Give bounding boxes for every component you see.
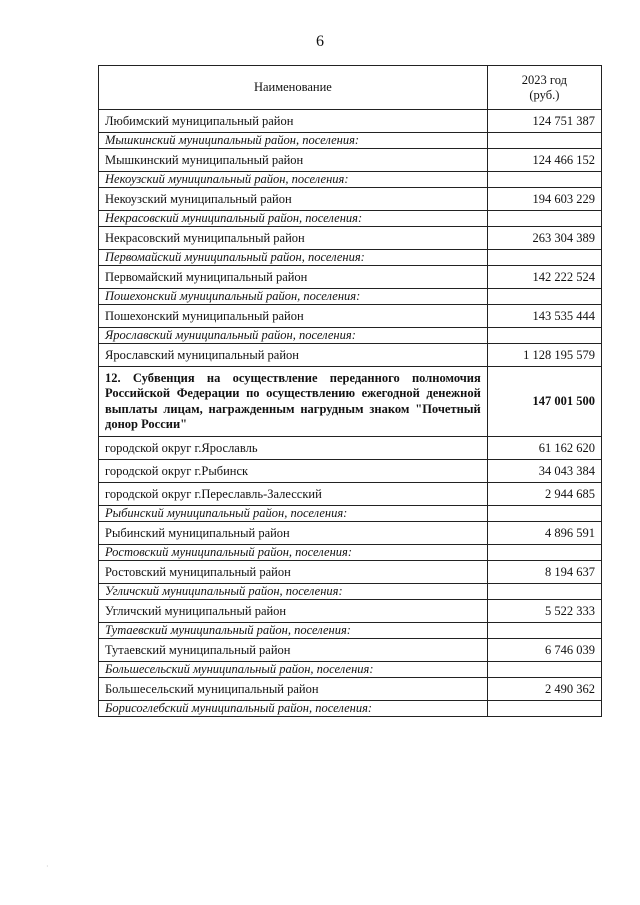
table-row: [99, 437, 602, 460]
row-value-cell: 147 001 500: [487, 367, 601, 437]
row-name-cell: Первомайский муниципальный район, поселения:: [99, 250, 488, 266]
row-name-cell: Первомайский муниципальный район: [99, 266, 488, 289]
row-value-cell: 142 222 524: [487, 266, 601, 289]
row-name-cell: городской округ г.Рыбинск: [99, 460, 488, 483]
row-name-cell: Большесельский муниципальный район: [99, 678, 488, 701]
page-number: 6: [316, 33, 324, 50]
row-value-cell: 61 162 620: [487, 437, 601, 460]
row-name-cell: Некрасовский муниципальный район: [99, 227, 488, 250]
row-value-cell: [487, 701, 601, 717]
row-value-cell: 4 896 591: [487, 522, 601, 545]
row-name-cell: Тутаевский муниципальный район: [99, 639, 488, 662]
row-name-cell: Ростовский муниципальный район, поселения:: [99, 545, 488, 561]
row-value-cell: [487, 623, 601, 639]
table-row-subheader: [99, 662, 602, 678]
row-name-cell: городской округ г.Ярославль: [99, 437, 488, 460]
table-row-subheader: [99, 584, 602, 600]
table-row-section: [99, 367, 602, 437]
row-value-cell: [487, 662, 601, 678]
row-value-cell: 124 751 387: [487, 110, 601, 133]
row-name-cell: Любимский муниципальный район: [99, 110, 488, 133]
row-value-cell: [487, 328, 601, 344]
table-row: [99, 305, 602, 328]
row-value-cell: 6 746 039: [487, 639, 601, 662]
row-name-cell: Большесельский муниципальный район, поселения:: [99, 662, 488, 678]
table-row: [99, 110, 602, 133]
row-value-cell: 5 522 333: [487, 600, 601, 623]
row-name-cell: Ярославский муниципальный район, поселения:: [99, 328, 488, 344]
row-value-cell: 263 304 389: [487, 227, 601, 250]
table-row-subheader: [99, 506, 602, 522]
budget-table-container: [98, 65, 602, 717]
table-row-subheader: [99, 250, 602, 266]
row-value-cell: 2 490 362: [487, 678, 601, 701]
scan-mark: ·: [46, 862, 49, 871]
table-row: [99, 522, 602, 545]
row-name-cell: Рыбинский муниципальный район, поселения:: [99, 506, 488, 522]
table-row: [99, 561, 602, 584]
row-value-cell: 143 535 444: [487, 305, 601, 328]
table-header-row: [99, 66, 602, 110]
row-value-cell: [487, 211, 601, 227]
row-value-cell: [487, 506, 601, 522]
table-row: [99, 678, 602, 701]
row-value-cell: [487, 133, 601, 149]
row-value-cell: 124 466 152: [487, 149, 601, 172]
row-name-cell: Угличский муниципальный район, поселения:: [99, 584, 488, 600]
row-value-cell: 8 194 637: [487, 561, 601, 584]
table-row: [99, 460, 602, 483]
table-row: [99, 266, 602, 289]
row-value-cell: 194 603 229: [487, 188, 601, 211]
table-row-subheader: [99, 133, 602, 149]
table-body: [99, 110, 602, 717]
row-name-cell: Угличский муниципальный район: [99, 600, 488, 623]
row-value-cell: 2 944 685: [487, 483, 601, 506]
row-name-cell: Ростовский муниципальный район: [99, 561, 488, 584]
row-name-cell: 12. Субвенция на осуществление переданного полномочия Российской Федерации по осуществлению ежегодной денежной выплаты лицам, награжденным нагрудным знаком "Почетный донор России": [99, 367, 488, 437]
table-row: [99, 227, 602, 250]
row-name-cell: Мышкинский муниципальный район: [99, 149, 488, 172]
row-name-cell: Мышкинский муниципальный район, поселения:: [99, 133, 488, 149]
header-year-label: 2023 год: [521, 72, 567, 87]
table-row-subheader: [99, 545, 602, 561]
table-row-subheader: [99, 328, 602, 344]
row-value-cell: 34 043 384: [487, 460, 601, 483]
table-row-subheader: [99, 211, 602, 227]
row-name-cell: Ярославский муниципальный район: [99, 344, 488, 367]
table-row: [99, 600, 602, 623]
row-name-cell: Некоузский муниципальный район: [99, 188, 488, 211]
table-row-subheader: [99, 701, 602, 717]
table-row: [99, 344, 602, 367]
table-row-subheader: [99, 623, 602, 639]
header-unit-label: (руб.): [529, 87, 560, 102]
row-value-cell: [487, 584, 601, 600]
row-value-cell: [487, 289, 601, 305]
table-row-subheader: [99, 289, 602, 305]
row-value-cell: [487, 250, 601, 266]
row-name-cell: Борисоглебский муниципальный район, поселения:: [99, 701, 488, 717]
header-name-column: Наименование: [99, 66, 488, 110]
row-name-cell: городской округ г.Переславль-Залесский: [99, 483, 488, 506]
table-row: [99, 483, 602, 506]
row-value-cell: [487, 172, 601, 188]
row-name-cell: Рыбинский муниципальный район: [99, 522, 488, 545]
table-row: [99, 639, 602, 662]
row-name-cell: Тутаевский муниципальный район, поселения:: [99, 623, 488, 639]
row-name-cell: Некоузский муниципальный район, поселения:: [99, 172, 488, 188]
table-row: [99, 188, 602, 211]
header-year-column: [487, 66, 601, 110]
row-value-cell: 1 128 195 579: [487, 344, 601, 367]
row-name-cell: Некрасовский муниципальный район, поселения:: [99, 211, 488, 227]
table-row: [99, 149, 602, 172]
budget-table: [98, 65, 602, 717]
row-value-cell: [487, 545, 601, 561]
row-name-cell: Пошехонский муниципальный район: [99, 305, 488, 328]
table-row-subheader: [99, 172, 602, 188]
row-name-cell: Пошехонский муниципальный район, поселения:: [99, 289, 488, 305]
